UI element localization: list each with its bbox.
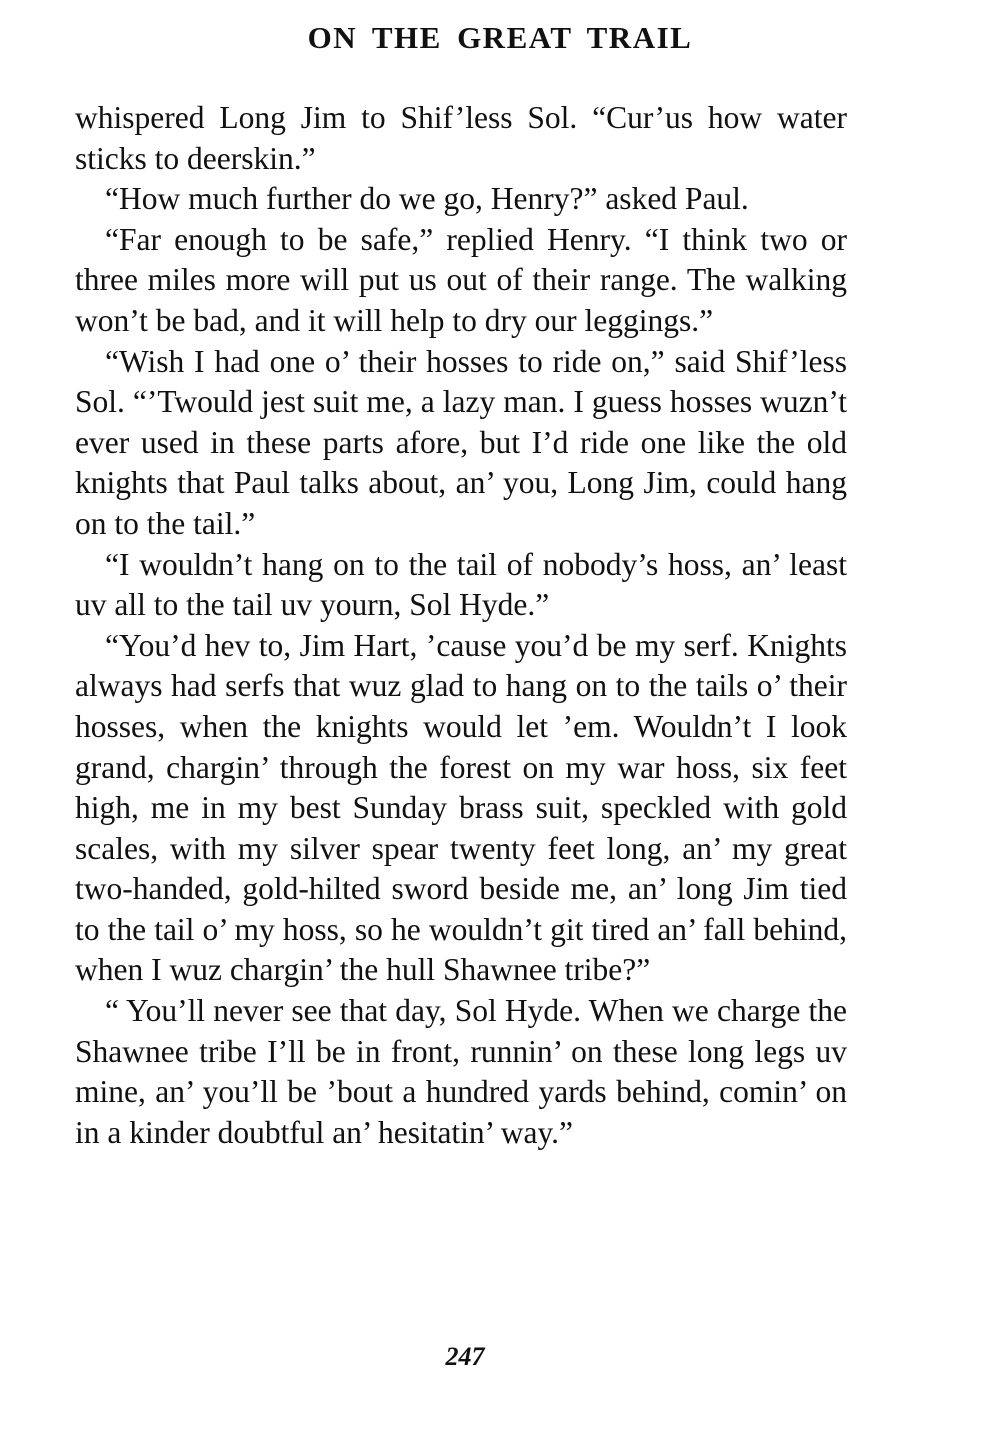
paragraph: “How much further do we go, Henry?” asked Paul. [105,181,749,217]
running-head: ON THE GREAT TRAIL [307,20,693,55]
page-number: 247 [445,1342,485,1371]
paragraph-continued: whispered Long Jim to Shif’less Sol. “Cur’us how water sticks to deerskin.” [75,100,847,176]
paragraph: “You’d hev to, Jim Hart, ’cause you’d be my serf. Knights always had serfs that wuz glad to hang on to the tails o’ their hosses, when the knights would let ’em. Wouldn’t I look grand, chargin’ through the forest on my war hoss, six feet high, me in my best Sunday brass suit, speckled with gold scales, with my silver spear twenty feet long, an’ my great two-handed, gold-hilted sword beside me, an’ long Jim tied to the tail o’ my hoss, so he wouldn’t git tired an’ fall behind, when I wuz chargin’ the hull Shawnee tribe?” [75,627,847,988]
paragraph: “I wouldn’t hang on to the tail of nobody’s hoss, an’ least uv all to the tail uv yourn, Sol Hyde.” [75,546,847,623]
paragraph: “Wish I had one o’ their hosses to ride on,” said Shif’less Sol. “’Twould jest suit me, a lazy man. I guess hosses wuzn’t ever used in these parts afore, but I’d ride one like the old knights that Paul talks about, an’ you, Long Jim, could hang on to the tail.” [75,343,847,541]
body-text [75,98,847,1153]
paragraph: “ You’ll never see that day, Sol Hyde. When we charge the Shawnee tribe I’ll be in front, runnin’ on these long legs uv mine, an’ you’ll be ’bout a hundred yards behind, comin’ on in a kinder doubtful an’ hesitatin’ way.” [75,993,847,1150]
paragraph: “Far enough to be safe,” replied Henry. “I think two or three miles more will put us out of their range. The walking won’t be bad, and it will help to dry our leggings.” [75,221,847,338]
